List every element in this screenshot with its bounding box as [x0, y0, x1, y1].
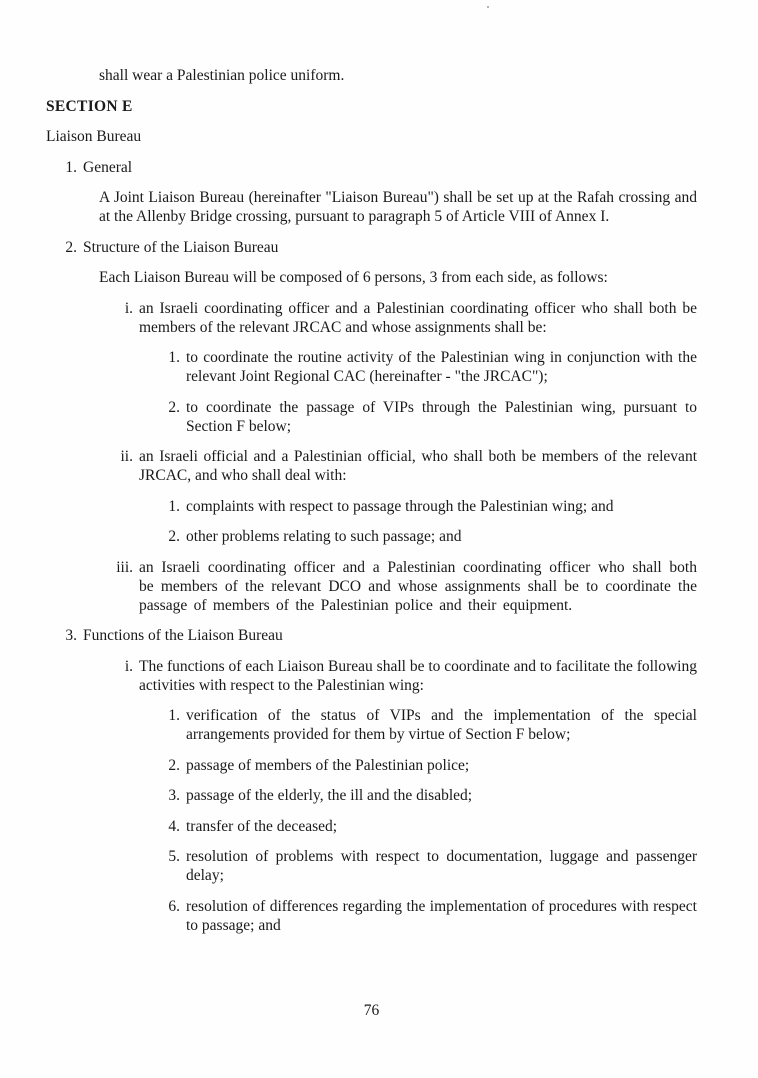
clause-text: other problems relating to such passage; and: [186, 528, 462, 545]
clause-number: 4.: [168, 817, 180, 835]
clause-number: 1.: [168, 349, 180, 366]
item-title: General: [83, 158, 133, 176]
subitem-iii-dco-coordinators: [46, 558, 697, 615]
clause-number: 1.: [168, 707, 180, 724]
clause-complaints: [46, 497, 697, 516]
paragraph-general-body: A Joint Liaison Bureau (hereinafter "Liaison Bureau") shall be set up at the Rafah crossing and at the Allenby Bridge crossing, pursuant to paragraph 5 of Article VIII of Annex I.: [99, 189, 697, 225]
item-number: 3.: [65, 627, 77, 644]
clause-text: complaints with respect to passage through the Palestinian wing; and: [186, 497, 614, 515]
clause-police-passage: [46, 756, 697, 775]
subitem-i-functions: [46, 657, 697, 695]
clause-deceased-transfer: [46, 817, 697, 836]
clause-other-problems: [46, 527, 697, 546]
roman-numeral: ii.: [120, 448, 133, 465]
clause-text: transfer of the deceased;: [186, 817, 338, 835]
scan-speck: [487, 6, 489, 8]
list-item-structure: [46, 238, 697, 257]
clause-text: passage of members of the Palestinian police;: [186, 756, 470, 774]
clause-number: 3.: [168, 787, 180, 804]
paragraph-structure-intro: Each Liaison Bureau will be composed of 6 persons, 3 from each side, as follows:: [99, 269, 608, 286]
clause-text: resolution of problems with respect to documentation, luggage and passenger delay;: [186, 848, 697, 884]
clause-number: 1.: [168, 497, 180, 515]
page-number: 76: [363, 1002, 380, 1019]
subitem-ii-officials: [46, 447, 697, 485]
clause-number: 6.: [168, 897, 180, 915]
clause-number: 2.: [168, 528, 180, 545]
clause-vip-passage: [46, 398, 697, 436]
clause-difference-resolution: [46, 897, 697, 935]
clause-text: passage of the elderly, the ill and the disabled;: [186, 787, 473, 804]
list-item-general: [46, 158, 697, 177]
roman-numeral: i.: [124, 299, 133, 317]
clause-elderly-passage: [46, 786, 697, 805]
subitem-text: an Israeli official and a Palestinian official, who shall both be members of the relevant JRCAC, and who shall deal with:: [139, 448, 697, 484]
subitem-text: an Israeli coordinating officer and a Palestinian coordinating officer who shall both be members of the relevant DCO and whose assignments shall be to coordinate the passage of members of the Palestinian police and their equipment.: [139, 558, 697, 614]
subitem-i-coordinating-officers: [46, 299, 697, 337]
clause-vip-verification: [46, 706, 697, 744]
list-item-functions: [46, 626, 697, 645]
clause-text: to coordinate the passage of VIPs through the Palestinian wing, pursuant to Section F below;: [186, 398, 697, 435]
clause-number: 2.: [168, 398, 180, 416]
subitem-text: The functions of each Liaison Bureau shall be to coordinate and to facilitate the following activities with respect to the Palestinian wing:: [139, 657, 697, 694]
clause-text: resolution of differences regarding the implementation of procedures with respect to passage; and: [186, 897, 697, 934]
clause-text: verification of the status of VIPs and the implementation of the special arrangements provided for them by virtue of Section F below;: [186, 707, 697, 743]
section-heading: SECTION E: [46, 97, 133, 115]
item-number: 2.: [65, 238, 77, 256]
clause-routine-activity: [46, 348, 697, 386]
clause-number: 2.: [168, 756, 180, 774]
clause-problem-resolution: [46, 847, 697, 885]
section-title: Liaison Bureau: [46, 128, 142, 145]
item-title: Structure of the Liaison Bureau: [83, 238, 279, 256]
roman-numeral: i.: [124, 657, 133, 675]
item-title: Functions of the Liaison Bureau: [83, 627, 283, 644]
clause-text: to coordinate the routine activity of the Palestinian wing in conjunction with the relevant Joint Regional CAC (hereinafter - "the JRCAC");: [186, 349, 697, 385]
clause-number: 5.: [168, 848, 180, 865]
subitem-text: an Israeli coordinating officer and a Palestinian coordinating officer who shall both be members of the relevant JRCAC and whose assignments shall be:: [139, 299, 697, 336]
roman-numeral: iii.: [116, 558, 133, 576]
item-number: 1.: [65, 158, 77, 176]
continuation-text: shall wear a Palestinian police uniform.: [99, 67, 345, 84]
